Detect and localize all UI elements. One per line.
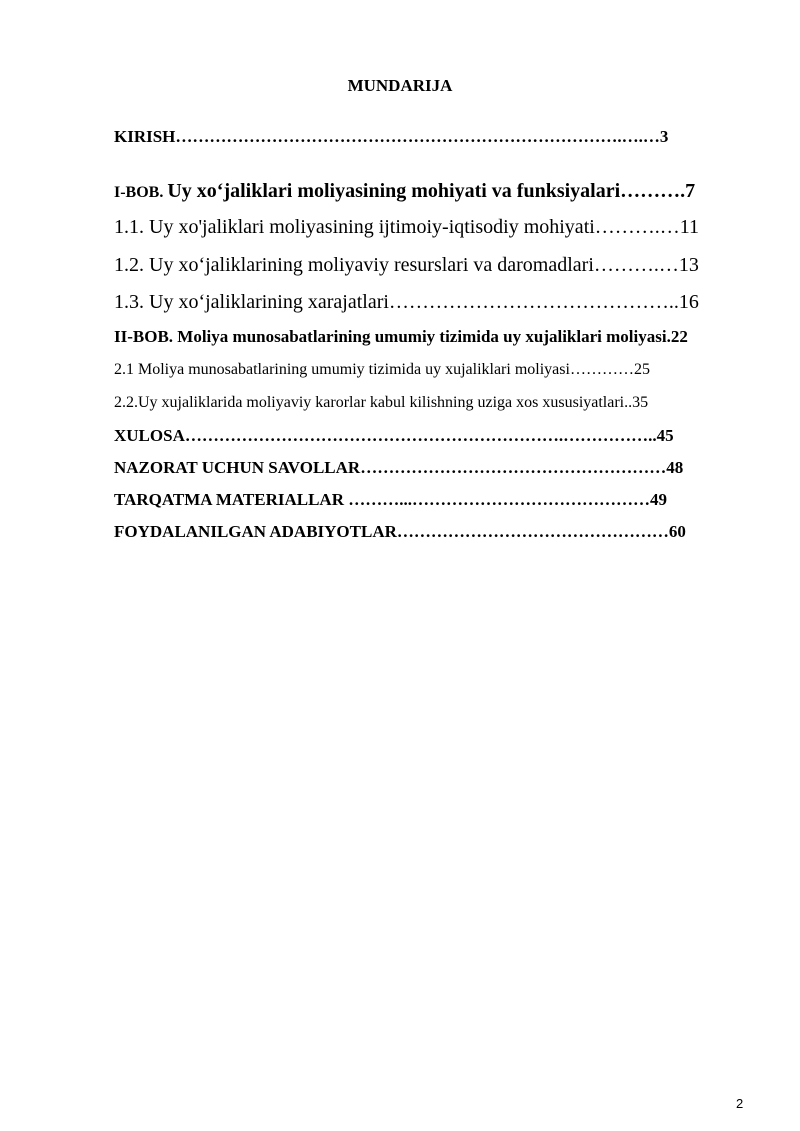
toc-entry-xulosa: XULOSA………………………………………………………….……………..45 [114, 426, 674, 445]
toc-entry-foydalanilgan: FOYDALANILGAN ADABIYOTLAR…………………………………………60 [114, 522, 686, 541]
toc-entry-section-1-3: 1.3. Uy xo‘jaliklarining xarajatlari……………………………………..16 [114, 291, 699, 313]
toc-entry-chapter-2: II-BOB. Moliya munosabatlarining umumiy tizimida uy xujaliklari moliyasi.22 [114, 327, 688, 346]
toc-entry-chapter-1 [114, 180, 695, 203]
toc-entry-section-1-1: 1.1. Uy xo'jaliklari moliyasining ijtimoiy-iqtisodiy mohiyati……….…11 [114, 216, 700, 238]
page-number: 2 [736, 1096, 744, 1111]
toc-entry-section-1-2: 1.2. Uy xo‘jaliklarining moliyaviy resurslari va daromadlari……….…13 [114, 254, 699, 276]
toc-entry-section-2-2: 2.2.Uy xujaliklarida moliyaviy karorlar kabul kilishning uziga xos xususiyatlari..35 [114, 394, 649, 411]
toc-entry-nazorat: NAZORAT UCHUN SAVOLLAR………………………………………………48 [114, 458, 684, 477]
toc-entry-section-2-1: 2.1 Moliya munosabatlarining umumiy tizimida uy xujaliklari moliyasi…………25 [114, 361, 650, 378]
toc-chapter-1-prefix: I-BOB. [114, 184, 168, 201]
toc-entry-tarqatma: TARQATMA MATERIALLAR ………...……………………………………49 [114, 490, 667, 509]
page-title: MUNDARIJA [347, 76, 453, 95]
toc-entry-kirish: KIRISH…………………………………………………………………….….…3 [114, 127, 669, 146]
toc-chapter-1-title: Uy xo‘jaliklari moliyasining mohiyati va funksiyalari……….7 [167, 180, 696, 202]
